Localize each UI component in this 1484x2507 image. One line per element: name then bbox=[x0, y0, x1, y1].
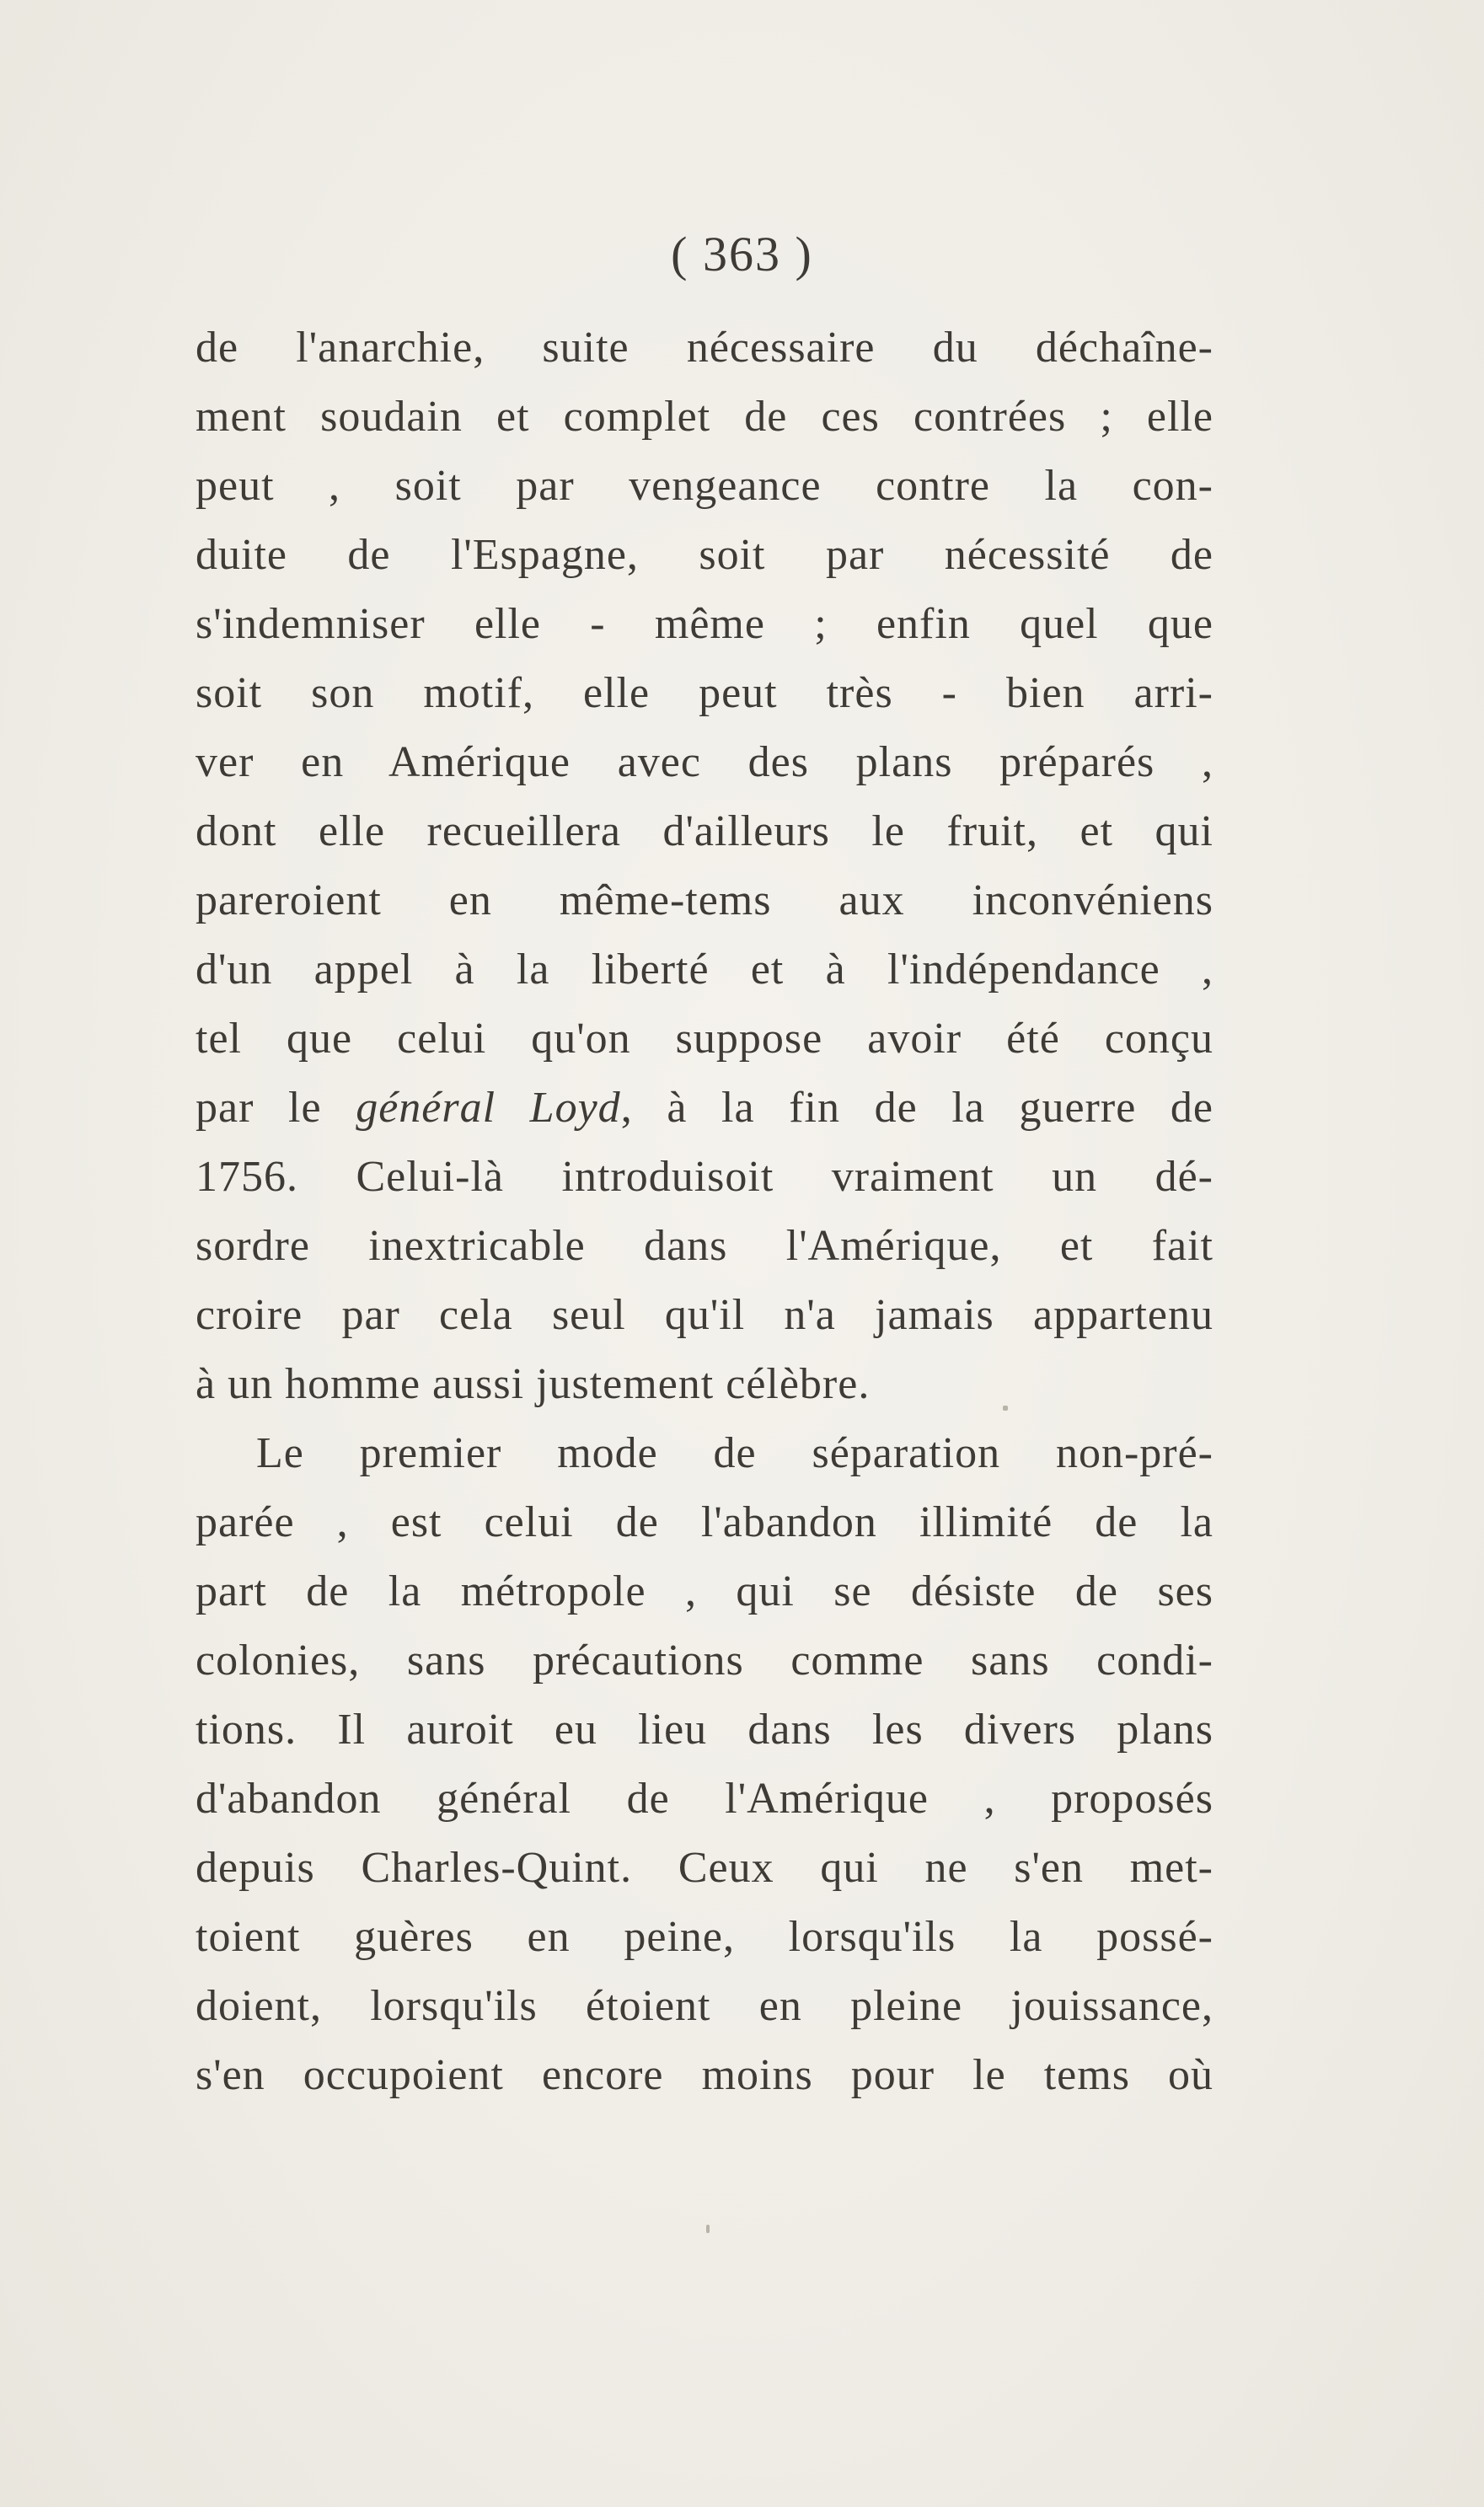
text-line: pareroient en même-tems aux inconvéniens bbox=[196, 876, 1213, 924]
text-line: croire par cela seul qu'il n'a jamais appartenu bbox=[196, 1291, 1213, 1339]
paragraph-start-line: Le premier mode de séparation non-pré- bbox=[256, 1429, 1213, 1477]
text-line-with-italic bbox=[196, 1074, 1213, 1143]
body-text bbox=[196, 313, 1213, 2110]
text-line: duite de l'Espagne, soit par nécessité de bbox=[196, 531, 1213, 579]
text-line: toient guères en peine, lorsqu'ils la possé- bbox=[196, 1913, 1213, 1961]
text-segment: , à la fin de la guerre de bbox=[620, 1084, 1213, 1132]
text-line: dont elle recueillera d'ailleurs le fruit, et qui bbox=[196, 807, 1213, 855]
paper-speck bbox=[706, 2225, 710, 2233]
text-line: ver en Amérique avec des plans préparés , bbox=[196, 738, 1213, 786]
text-line: parée , est celui de l'abandon illimité de la bbox=[196, 1498, 1213, 1546]
paragraph-end-line: à un homme aussi justement célèbre. bbox=[196, 1360, 871, 1408]
text-line: sordre inextricable dans l'Amérique, et fait bbox=[196, 1222, 1213, 1270]
text-line: soit son motif, elle peut très - bien arri- bbox=[196, 669, 1213, 717]
text-segment: par le bbox=[196, 1084, 356, 1132]
text-line: d'abandon général de l'Amérique , proposés bbox=[196, 1775, 1213, 1823]
text-line: peut , soit par vengeance contre la con- bbox=[196, 462, 1213, 510]
text-line: ment soudain et complet de ces contrées ; elle bbox=[196, 393, 1213, 441]
text-line: depuis Charles-Quint. Ceux qui ne s'en met- bbox=[196, 1844, 1213, 1892]
text-line: tions. Il auroit eu lieu dans les divers plans bbox=[196, 1706, 1213, 1754]
text-line: colonies, sans précautions comme sans condi- bbox=[196, 1637, 1213, 1685]
text-line: doient, lorsqu'ils étoient en pleine jouissance, bbox=[196, 1982, 1213, 2030]
text-line: part de la métropole , qui se désiste de ses bbox=[196, 1567, 1213, 1615]
paper-speck bbox=[1003, 1406, 1008, 1411]
text-line: 1756. Celui-là introduisoit vraiment un dé- bbox=[196, 1153, 1213, 1201]
text-line: d'un appel à la liberté et à l'indépendance , bbox=[196, 945, 1213, 994]
text-line: de l'anarchie, suite nécessaire du déchaîne- bbox=[196, 324, 1213, 372]
page-number: ( 363 ) bbox=[671, 227, 813, 281]
text-line: tel que celui qu'on suppose avoir été conçu bbox=[196, 1015, 1213, 1063]
text-line: s'en occupoient encore moins pour le tems où bbox=[196, 2051, 1213, 2099]
italic-name: général Loyd bbox=[356, 1084, 621, 1132]
text-line: s'indemniser elle - même ; enfin quel que bbox=[196, 600, 1213, 648]
